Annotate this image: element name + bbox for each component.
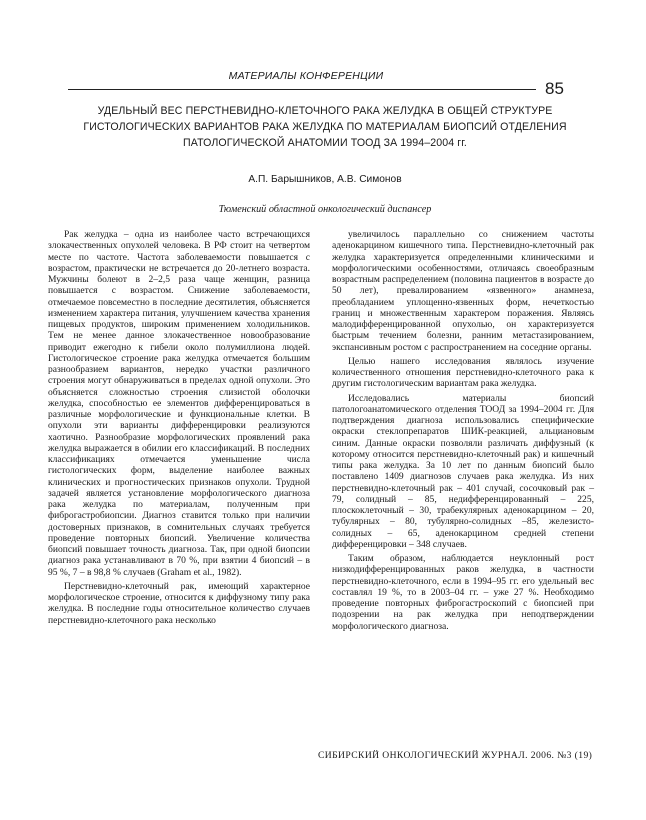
- left-column: [48, 229, 310, 629]
- title-line: ГИСТОЛОГИЧЕСКИХ ВАРИАНТОВ РАКА ЖЕЛУДКА ПО МАТЕРИАЛАМ БИОПСИЙ ОТДЕЛЕНИЯ: [83, 121, 567, 133]
- paragraph: Перстневидно-клеточный рак, имеющий характерное морфологическое строение, относится к диффузному типу рака желудка. В последние годы относительное количество случаев перстневидно-клеточного рака несколько: [48, 580, 310, 626]
- journal-footer: СИБИРСКИЙ ОНКОЛОГИЧЕСКИЙ ЖУРНАЛ. 2006. №3 (19): [318, 750, 593, 761]
- section-header: МАТЕРИАЛЫ КОНФЕРЕНЦИИ: [228, 70, 384, 82]
- paragraph: Целью нашего исследования являлось изучение количественного отношения перстневидно-клеточного рака к другим гистологическим вариантам рака желудка.: [332, 355, 594, 390]
- paragraph: Исследовались материалы биопсий патологоанатомического отделения ТООД за 1994–2004 гг. Для подтверждения диагноза использовались специфические окраски стеклопрепаратов ШИК-реакцией, альциановым синим. Данные окраски позволяли различать диффузный (к которому относится перстневидно-клеточный рак) и кишечный типы рака желудка. За 10 лет по данным биопсий было поставлено 1409 диагнозов случаев рака желудка. Из них перстневидно-клеточный рак – 401 случай, сосочковый рак – 79, солидный – 85, недифференцированный – 225, плоскоклеточный – 30, трабекулярных аденокарцином – 20, тубулярных – 80, тубулярно-солидных –85, железисто-солидных – 65, аденокарцином средней степени дифференцировки – 348 случаев.: [332, 392, 594, 550]
- authors: А.П. Барышников, А.В. Симонов: [248, 174, 402, 185]
- page-number: 85: [545, 79, 564, 98]
- right-column: [332, 229, 594, 635]
- affiliation: Тюменский областной онкологический диспансер: [218, 204, 432, 215]
- paragraph: Рак желудка – одна из наиболее часто встречающихся злокачественных опухолей человека. В РФ стоит на четвертом месте по частоте. Частота заболеваемости повышается с возрастом, практически не встречается до 20-летнего возраста. Мужчины болеют в 2–2,5 раза чаще женщин, разница повышается с возрастом. Снижение заболеваемости, отмечаемое повсеместно в последние десятилетия, объясняется изменением характера питания, улучшением качества хранения пищевых продуктов, широким применением холодильников. Тем не менее данное злокачественное новообразование приводит ежегодно к гибели около полумиллиона людей. Гистологическое строение рака желудка отмечается большим разнообразием вариантов, нередко участки различного строения могут обнаруживаться в пределах одной опухоли. Это объясняется сложностью строения слизистой оболочки желудка, способностью ее элементов дифференцироваться в различные морфологические и функциональные клетки. В опухоли эти варианты дифференцировки реализуются хаотично. Разнообразие морфологических проявлений рака желудка выражается в обилии его классификаций. В последних классификациях отмечается уменьшение числа гистологических форм, выделение наиболее важных клинических и прогностических признаков опухоли. Трудной задачей является установление морфологического диагноза рака желудка по материалам, полученным при фиброгастробиопсии. Диагноз ставится только при наличии достоверных признаков, в сомнительных случаях требуется проведение повторных биопсий. Увеличение количества биопсий повышает точность диагноза. Так, при одной биопсии диагноз рака устанавливают в 70 %, при взятии 4 биопсий – в 95 %, 7 – в 98,8 % случаев (Graham et al., 1982).: [48, 229, 310, 578]
- header-rule: [68, 89, 536, 90]
- article-title: [80, 103, 570, 151]
- paragraph: Таким образом, наблюдается неуклонный рост низкодифференцированных раков желудка, в частности перстневидно-клеточного, если в 1994–95 гг. его удельный вес составлял 19 %, то в 2003–04 гг. – уже 27 %. Необходимо проведение повторных фиброгастроскопий с биопсией при подозрении на рак желудка при неподтверждении морфологического диагноза.: [332, 553, 594, 632]
- title-line: ПАТОЛОГИЧЕСКОЙ АНАТОМИИ ТООД ЗА 1994–2004 гг.: [183, 137, 467, 149]
- paragraph: увеличилось параллельно со снижением частоты аденокарцином кишечного типа. Перстневидно-клеточный рак желудка характеризуется определенными клиническими и морфологическими особенностями, отличаясь своеобразным возрастным распределением (половина пациентов в возрасте до 50 лет), превалированием «язвенного» анамнеза, преобладанием уплощенно-язвенных форм, нечеткостью границ и множественным характером поражения. Являясь малодифференцированной опухолью, он характеризуется быстрым течением болезни, ранним метастазированием, экспансивным ростом с распространением на соседние органы.: [332, 229, 594, 353]
- title-line: УДЕЛЬНЫЙ ВЕС ПЕРСТНЕВИДНО-КЛЕТОЧНОГО РАКА ЖЕЛУДКА В ОБЩЕЙ СТРУКТУРЕ: [97, 105, 553, 117]
